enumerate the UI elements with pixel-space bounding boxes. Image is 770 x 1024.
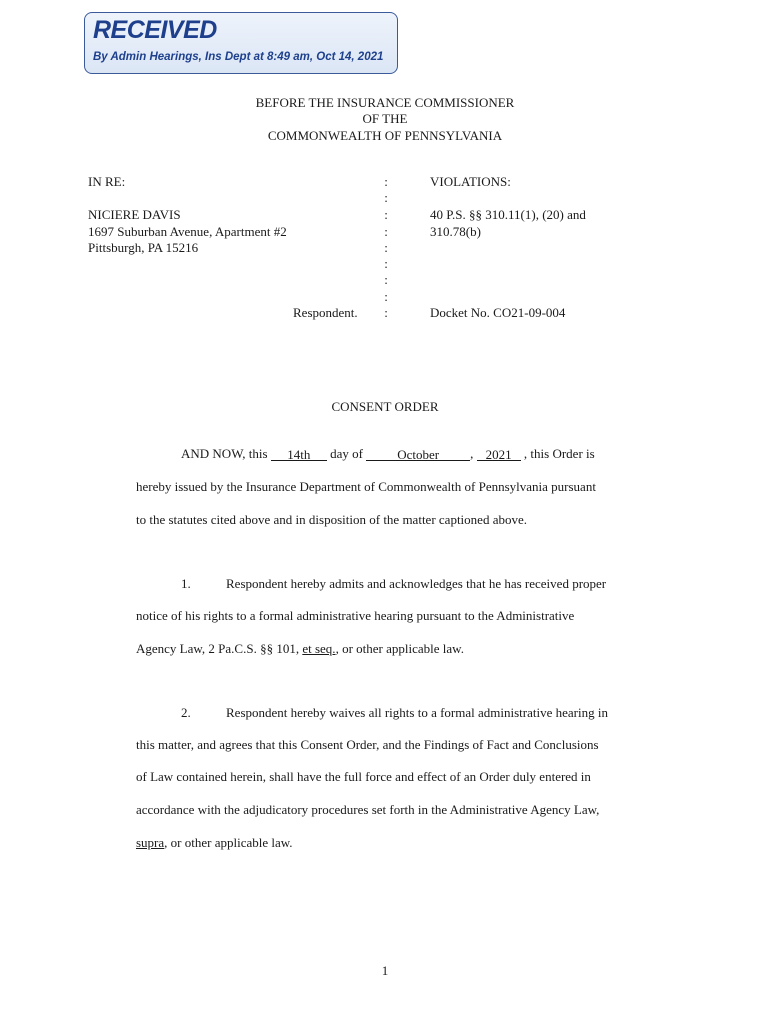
heading-line-3: COMMONWEALTH OF PENNSYLVANIA [267,128,503,143]
docket-number: Docket No. CO21-09-004 [430,305,566,320]
in-re-label: IN RE: [88,174,126,189]
violations-citation-2: 310.78(b) [430,224,481,239]
caption-colon: : [384,174,388,189]
et-seq-citation: et seq. [302,641,336,656]
month-value: October [397,447,440,462]
heading-line-2: OF THE [362,111,408,126]
caption-colon: : [384,240,388,255]
page-number: 1 [381,963,389,978]
year-blank [477,447,521,461]
caption-colon: : [384,305,388,320]
para-1-number: 1. [181,576,191,591]
year-value: 2021 [485,447,512,462]
para-2-line-1: Respondent hereby waives all rights to a formal administrative hearing in [226,705,608,720]
heading-line-1: BEFORE THE INSURANCE COMMISSIONER [255,95,515,110]
violations-label: VIOLATIONS: [430,174,511,189]
para-2-line-3: of Law contained herein, shall have the full force and effect of an Order duly entered in [136,769,591,784]
para-1-text: , or other applicable law. [335,641,464,656]
caption-colon: : [384,224,388,239]
intro-line-1 [181,446,595,462]
intro-line-3: to the statutes cited above and in disposition of the matter captioned above. [136,512,527,527]
stamp-title: RECEIVED [93,16,217,44]
intro-line-2: hereby issued by the Insurance Department of Commonwealth of Pennsylvania pursuant [136,479,596,494]
para-2-line-4: accordance with the adjudicatory procedures set forth in the Administrative Agency Law, [136,802,600,817]
respondent-label: Respondent. [293,305,358,320]
para-2-line-2: this matter, and agrees that this Consent Order, and the Findings of Fact and Conclusions [136,737,599,752]
para-2-number: 2. [181,705,191,720]
caption-colon: : [384,256,388,271]
caption-colon: : [384,289,388,304]
para-1-line-3 [136,641,464,657]
month-blank [366,447,470,461]
caption-colon: : [384,272,388,287]
para-1-line-2: notice of his rights to a formal administrative hearing pursuant to the Administrative [136,608,575,623]
supra-citation: supra [136,835,165,850]
para-2-text: , or other applicable law. [164,835,293,850]
respondent-name: NICIERE DAVIS [88,207,181,222]
para-1-line-1: Respondent hereby admits and acknowledges that he has received proper [226,576,607,591]
intro-text: , [470,446,477,461]
intro-text: AND NOW, this [181,446,271,461]
violations-citation-1: 40 P.S. §§ 310.11(1), (20) and [430,207,586,222]
day-blank [271,447,327,461]
stamp-subtitle: By Admin Hearings, Ins Dept at 8:49 am, Oct 14, 2021 [93,51,384,63]
intro-text: day of [326,446,367,461]
respondent-address-1: 1697 Suburban Avenue, Apartment #2 [88,224,287,239]
intro-text: , this Order is [520,446,595,461]
caption-colon: : [384,190,388,205]
caption-colon: : [384,207,388,222]
day-value: 14th [287,447,311,462]
para-2-line-5 [136,835,293,851]
respondent-address-2: Pittsburgh, PA 15216 [88,240,199,255]
order-title: CONSENT ORDER [331,399,439,414]
para-1-text: Agency Law, 2 Pa.C.S. §§ 101, [136,641,303,656]
